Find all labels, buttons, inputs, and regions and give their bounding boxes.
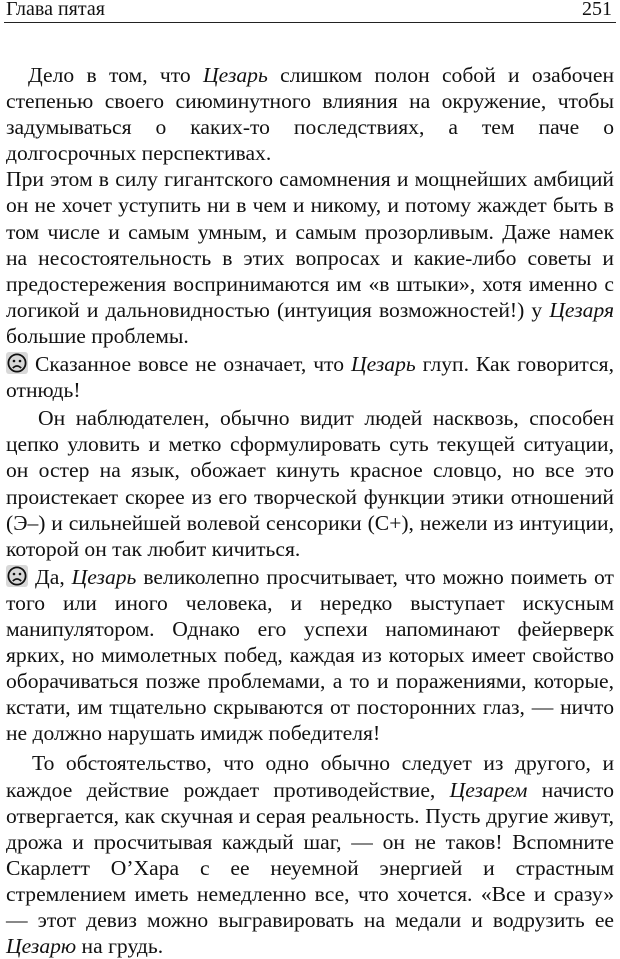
paragraph-2: [6, 166, 614, 349]
paragraph-6-emphasis-2: Цезарю: [6, 934, 77, 959]
paragraph-5-text-2: великолепно просчитывает, что можно поиметь от того или иного человека, и нередко выступает искусным манипулятором. Однако его успехи напоминают фейерверк ярких, но мимолетных побед, каждая из которых имеет свойство оборачиваться позже проблемами, а то и поражениями, которые, кстати, им тщательно скрываются от посторонних глаз, — ничто не должно нарушать имидж победителя!: [6, 564, 614, 746]
paragraph-3: [6, 351, 614, 403]
paragraph-5-text-1: Да,: [35, 564, 72, 589]
paragraph-1-text-2: слишком полон собой и озабочен степенью своего сиюминутного влияния на окружение, чтобы задумываться о каких-то последствиях, а тем паче о долгосрочных перспективах.: [6, 63, 614, 166]
running-header: [4, 0, 616, 23]
paragraph-2-text-2: большие проблемы.: [6, 323, 189, 348]
sad-face-icon: [6, 565, 28, 587]
paragraph-2-text-1: При этом в силу гигантского самомнения и мощнейших амбиций он не хочет уступить ни в чем и никому, и потому жаждет быть в том числе и самым умным, и самым прозорливым. Даже намек на несостоятельность в этих вопросах и какие-либо советы и предостережения воспринимаются им «в штыки», хотя именно с логикой и дальновидностью (интуиция возможностей!) у: [6, 167, 614, 322]
sad-face-icon: [6, 352, 28, 374]
paragraph-6-emphasis-1: Цезарем: [449, 777, 528, 802]
chapter-title: Глава пятая: [6, 0, 105, 20]
paragraph-2-emphasis-1: Цезаря: [549, 297, 614, 322]
body-text: [6, 62, 614, 959]
paragraph-4-text-1: Он наблюдателен, обычно видит людей насквозь, способен цепко уловить и метко сформулировать суть текущей ситуации, он остер на язык, обожает кинуть красное словцо, но все это проистекает скорее из его творческой функции этики отношений (Э–) и сильнейшей волевой сенсорики (С+), нежели из интуиции, которой он так любит кичиться.: [6, 406, 614, 561]
paragraph-6-text-1: То обстоятельство, что одно обычно следует из другого, и каждое действие рождает противодействие,: [6, 751, 614, 802]
paragraph-6-text-2: начисто отвергается, как скучная и серая реальность. Пусть другие живут, дрожа и просчитывая каждый шаг, — он не таков! Вспомните Скарлетт О’Хара с ее неуемной энергией и страстным стремлением иметь немедленно все, что хочется. «Все и сразу» — этот девиз можно выгравировать на медали и водрузить ее: [6, 777, 614, 932]
page-number: 251: [582, 0, 612, 20]
paragraph-1-emphasis-1: Цезарь: [203, 63, 268, 87]
paragraph-6: [6, 750, 614, 959]
paragraph-1-text-1: Дело в том, что: [28, 63, 204, 87]
paragraph-3-text-2: глуп. Как говорится, отнюдь!: [6, 352, 615, 403]
paragraph-3-emphasis-1: Цезарь: [350, 352, 416, 377]
paragraph-5-emphasis-1: Цезарь: [71, 564, 137, 589]
paragraph-5: [6, 564, 614, 747]
paragraph-6-text-3: на грудь.: [76, 934, 164, 959]
paragraph-1: [6, 62, 614, 166]
paragraph-4: [6, 405, 614, 562]
paragraph-3-text-1: Сказанное вовсе не означает, что: [35, 352, 351, 377]
